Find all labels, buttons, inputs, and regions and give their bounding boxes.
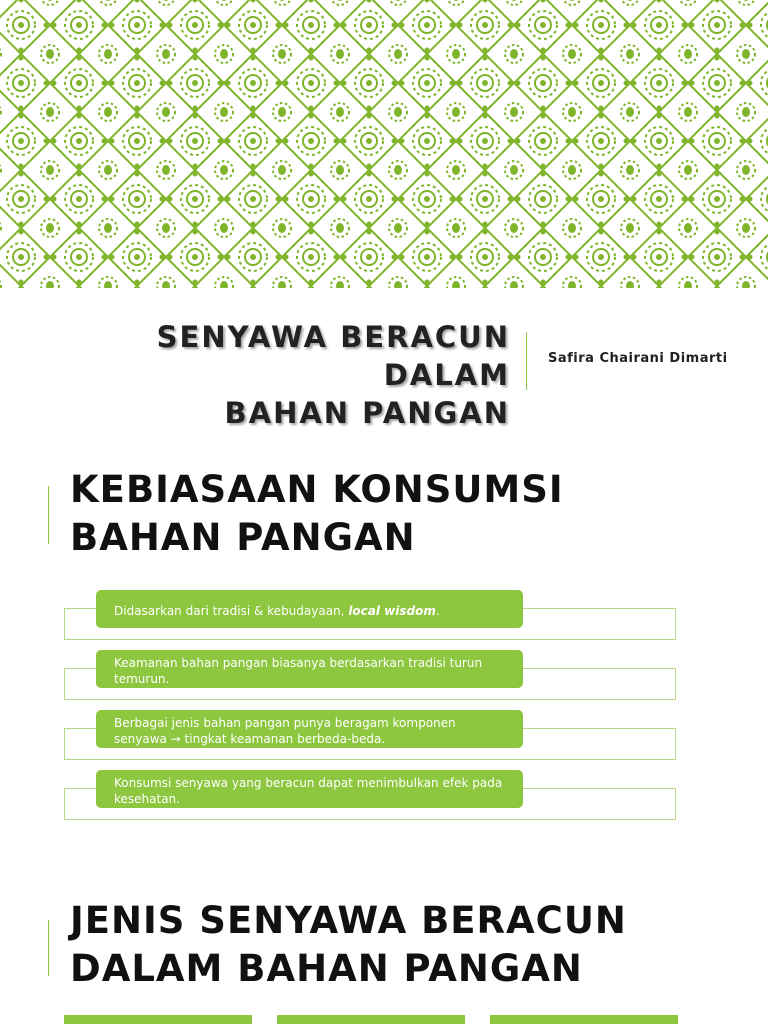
slide-heading — [70, 466, 564, 562]
list-item — [0, 590, 768, 640]
title-line-2: BAHAN PANGAN — [224, 396, 510, 430]
category-box — [277, 1015, 465, 1024]
list-item — [0, 650, 768, 700]
list-item-label — [96, 590, 523, 628]
heading-line-2: DALAM BAHAN PANGAN — [70, 947, 583, 990]
title-slide — [0, 288, 768, 430]
list-item-text: Keamanan bahan pangan biasanya berdasarkan tradisi turun temurun. — [114, 655, 483, 686]
title-divider — [526, 332, 527, 390]
slide-kebiasaan-konsumsi — [0, 440, 768, 840]
slide-heading — [70, 897, 627, 993]
slide-jenis-senyawa — [0, 880, 768, 1024]
heading-line-2: BAHAN PANGAN — [70, 516, 416, 559]
list-item-emphasis: local wisdom — [348, 603, 436, 618]
category-box — [490, 1015, 678, 1024]
list-item — [0, 770, 768, 820]
author-name: Safira Chairani Dimarti — [548, 351, 728, 366]
list-item-text: Konsumsi senyawa yang beracun dapat menimbulkan efek pada kesehatan. — [114, 775, 503, 806]
title-line-1: SENYAWA BERACUN DALAM — [156, 320, 510, 392]
list-item-text: Didasarkan dari tradisi & kebudayaan, — [114, 603, 349, 618]
list-item-suffix: . — [435, 603, 440, 618]
decorative-pattern-banner — [0, 0, 768, 288]
list-item-text: Berbagai jenis bahan pangan punya beragam komponen senyawa → tingkat keamanan berbeda-beda. — [114, 715, 456, 746]
heading-line-1: KEBIASAAN KONSUMSI — [70, 468, 564, 511]
batik-pattern-graphic — [0, 0, 768, 288]
heading-line-1: JENIS SENYAWA BERACUN — [70, 899, 627, 942]
list-item — [0, 710, 768, 760]
list-item-label — [96, 710, 523, 748]
presentation-title — [50, 318, 510, 432]
list-item-label — [96, 650, 523, 688]
category-box — [64, 1015, 252, 1024]
heading-accent-bar — [48, 486, 49, 544]
heading-accent-bar — [48, 920, 49, 976]
list-item-label — [96, 770, 523, 808]
